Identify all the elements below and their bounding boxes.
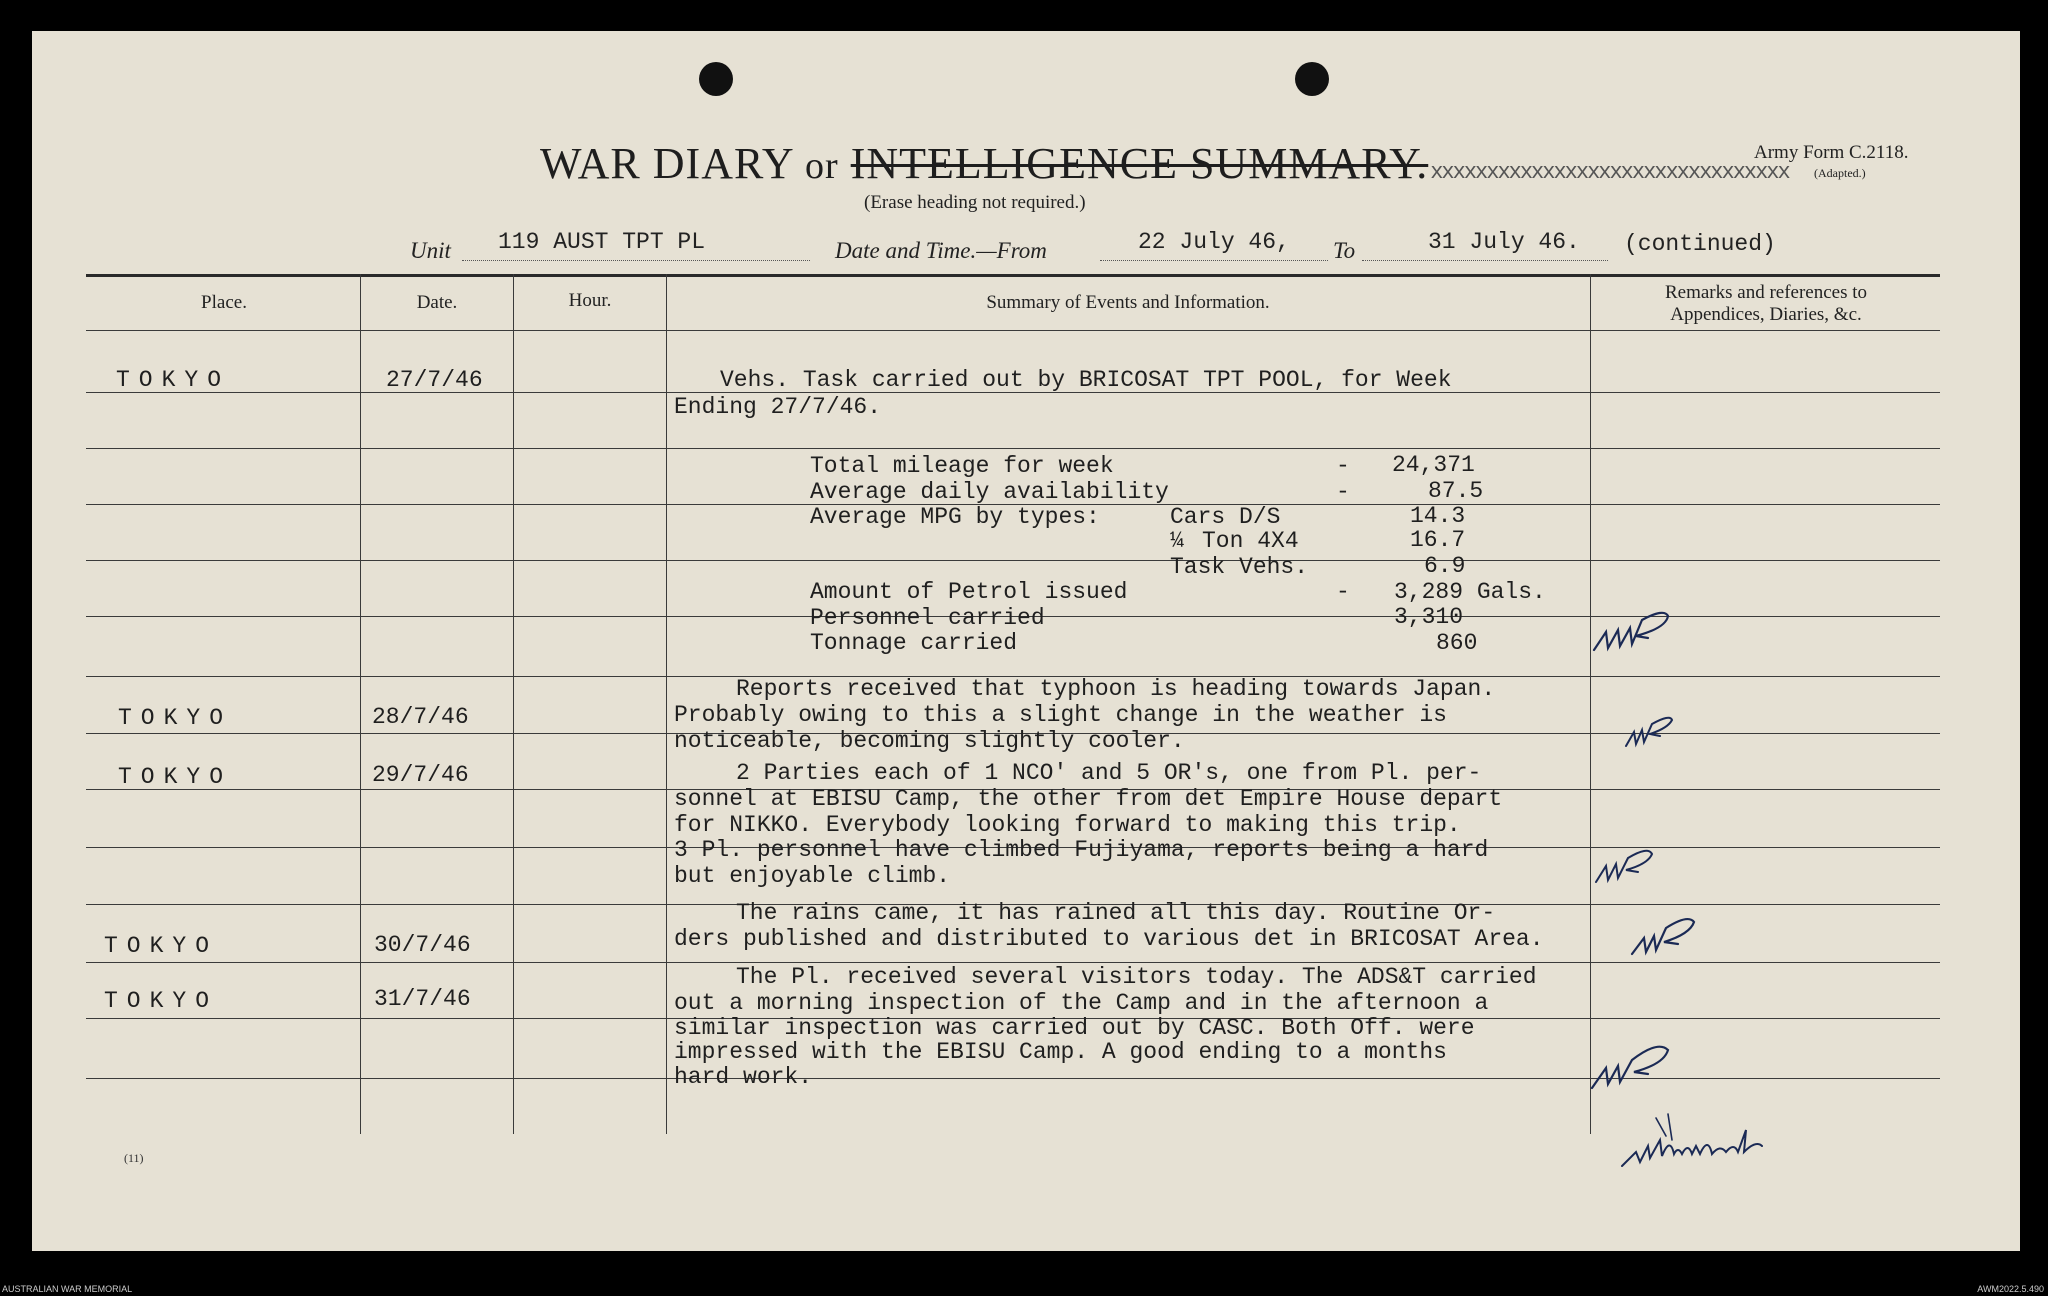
stat-label: Amount of Petrol issued [810,579,1128,605]
column-header-summary: Summary of Events and Information. [986,292,1270,313]
stat-dash: - [1336,453,1350,479]
stat-value: 3,310 [1394,604,1464,630]
erase-note: (Erase heading not required.) [864,192,1086,213]
initials-signature-icon [1588,598,1678,658]
diary-page [32,31,2020,1251]
stat-fraction: ¼ [1170,528,1184,554]
entry-28-line1: Reports received that typhoon is heading towards Japan. [736,676,1496,702]
entry-31-line5: hard work. [674,1064,813,1090]
stat-value: 3,289 Gals. [1394,579,1546,605]
column-header-hour: Hour. [568,290,612,311]
stat-value: 6.9 [1424,553,1466,579]
date-cell: 29/7/46 [372,762,469,788]
place-cell: TOKYO [118,764,233,790]
footer-institution: AUSTRALIAN WAR MEMORIAL [2,1284,133,1294]
date-cell: 30/7/46 [374,932,471,958]
date-to-label: To [1333,238,1356,263]
title-or: or [805,145,839,187]
place-cell: TOKYO [104,933,219,959]
date-cell: 31/7/46 [374,986,471,1012]
place-cell: TOKYO [116,367,231,393]
initials-signature-icon [1628,906,1708,960]
date-from-value: 22 July 46, [1138,229,1290,255]
entry-30-line2: ders published and distributed to various det in BRICOSAT Area. [674,926,1544,952]
stat-label: Average MPG by types: [810,504,1100,530]
column-header-date: Date. [416,292,458,313]
place-cell: TOKYO [104,988,219,1014]
stat-dash: - [1336,479,1350,505]
remarks-header-line2: Appendices, Diaries, &c. [1670,304,1862,325]
form-adapted: (Adapted.) [1814,166,1866,180]
stat-label: Personnel carried [810,605,1045,631]
date-from-dotted-line [1100,260,1328,261]
stat-type: Ton 4X4 [1202,528,1299,554]
entry-30-line1: The rains came, it has rained all this day. Routine Or- [736,900,1496,926]
stat-type: Cars D/S [1170,504,1281,530]
stat-value: 14.3 [1410,503,1466,529]
page-number: (11) [124,1151,144,1165]
stat-value: 87.5 [1428,478,1484,504]
entry-31-line2: out a morning inspection of the Camp and in the afternoon a [674,990,1489,1016]
entry-29-line3: for NIKKO. Everybody looking forward to making this trip. [674,812,1461,838]
entry-29-line5: but enjoyable climb. [674,863,951,889]
remarks-header-line1: Remarks and references to [1664,282,1868,303]
column-header-place: Place. [201,292,247,313]
column-header-remarks [1592,282,1940,326]
date-from-label: Date and Time.—From [835,238,1047,263]
date-to-dotted-line [1362,260,1608,261]
date-cell: 27/7/46 [386,367,483,393]
initials-signature-icon [1588,1030,1678,1094]
initials-signature-icon [1590,836,1670,888]
initials-signature-icon [1620,706,1690,752]
stat-value: 860 [1436,630,1478,656]
stat-value: 24,371 [1392,452,1475,478]
entry-28-line3: noticeable, becoming slightly cooler. [674,728,1185,754]
stat-type: Task Vehs. [1170,554,1309,580]
entry-27-line2: Ending 27/7/46. [674,394,882,420]
stat-label: Tonnage carried [810,630,1018,656]
unit-value: 119 AUST TPT PL [498,229,706,255]
stat-label: Average daily availability [810,479,1169,505]
unit-label: Unit [410,238,451,263]
stat-dash: - [1336,579,1350,605]
entry-29-line1: 2 Parties each of 1 NCO' and 5 OR's, one from Pl. per- [736,760,1482,786]
officer-signature-icon [1616,1106,1796,1170]
punch-hole-left [699,62,733,96]
unit-dotted-line [462,260,810,261]
footer-reference: AWM2022.5.490 [1977,1284,2044,1294]
entry-27-line1: Vehs. Task carried out by BRICOSAT TPT POOL, for Week [720,367,1452,393]
place-cell: TOKYO [118,705,233,731]
date-to-value: 31 July 46. [1428,229,1580,255]
title-typed-strikeout: xxxxxxxxxxxxxxxxxxxxxxxxxxxxxxxx [1430,160,1789,185]
title-struck-intelligence-summary: INTELLIGENCE SUMMARY. [850,139,1429,188]
entry-29-line2: sonnel at EBISU Camp, the other from det Empire House depart [674,786,1503,812]
punch-hole-right [1295,62,1329,96]
date-cell: 28/7/46 [372,704,469,730]
entry-31-line3: similar inspection was carried out by CASC. Both Off. were [674,1015,1475,1041]
stat-label: Total mileage for week [810,453,1114,479]
entry-31-line1: The Pl. received several visitors today. The ADS&T carried [736,964,1537,990]
entry-31-line4: impressed with the EBISU Camp. A good ending to a months [674,1039,1447,1065]
continued-note: (continued) [1624,231,1776,257]
entry-28-line2: Probably owing to this a slight change in the weather is [674,702,1447,728]
entry-29-line4: 3 Pl. personnel have climbed Fujiyama, reports being a hard [674,837,1489,863]
form-number: Army Form C.2118. [1754,142,1909,163]
title-war-diary: WAR DIARY [540,139,794,188]
stat-value: 16.7 [1410,527,1466,553]
page-title [540,138,1789,189]
